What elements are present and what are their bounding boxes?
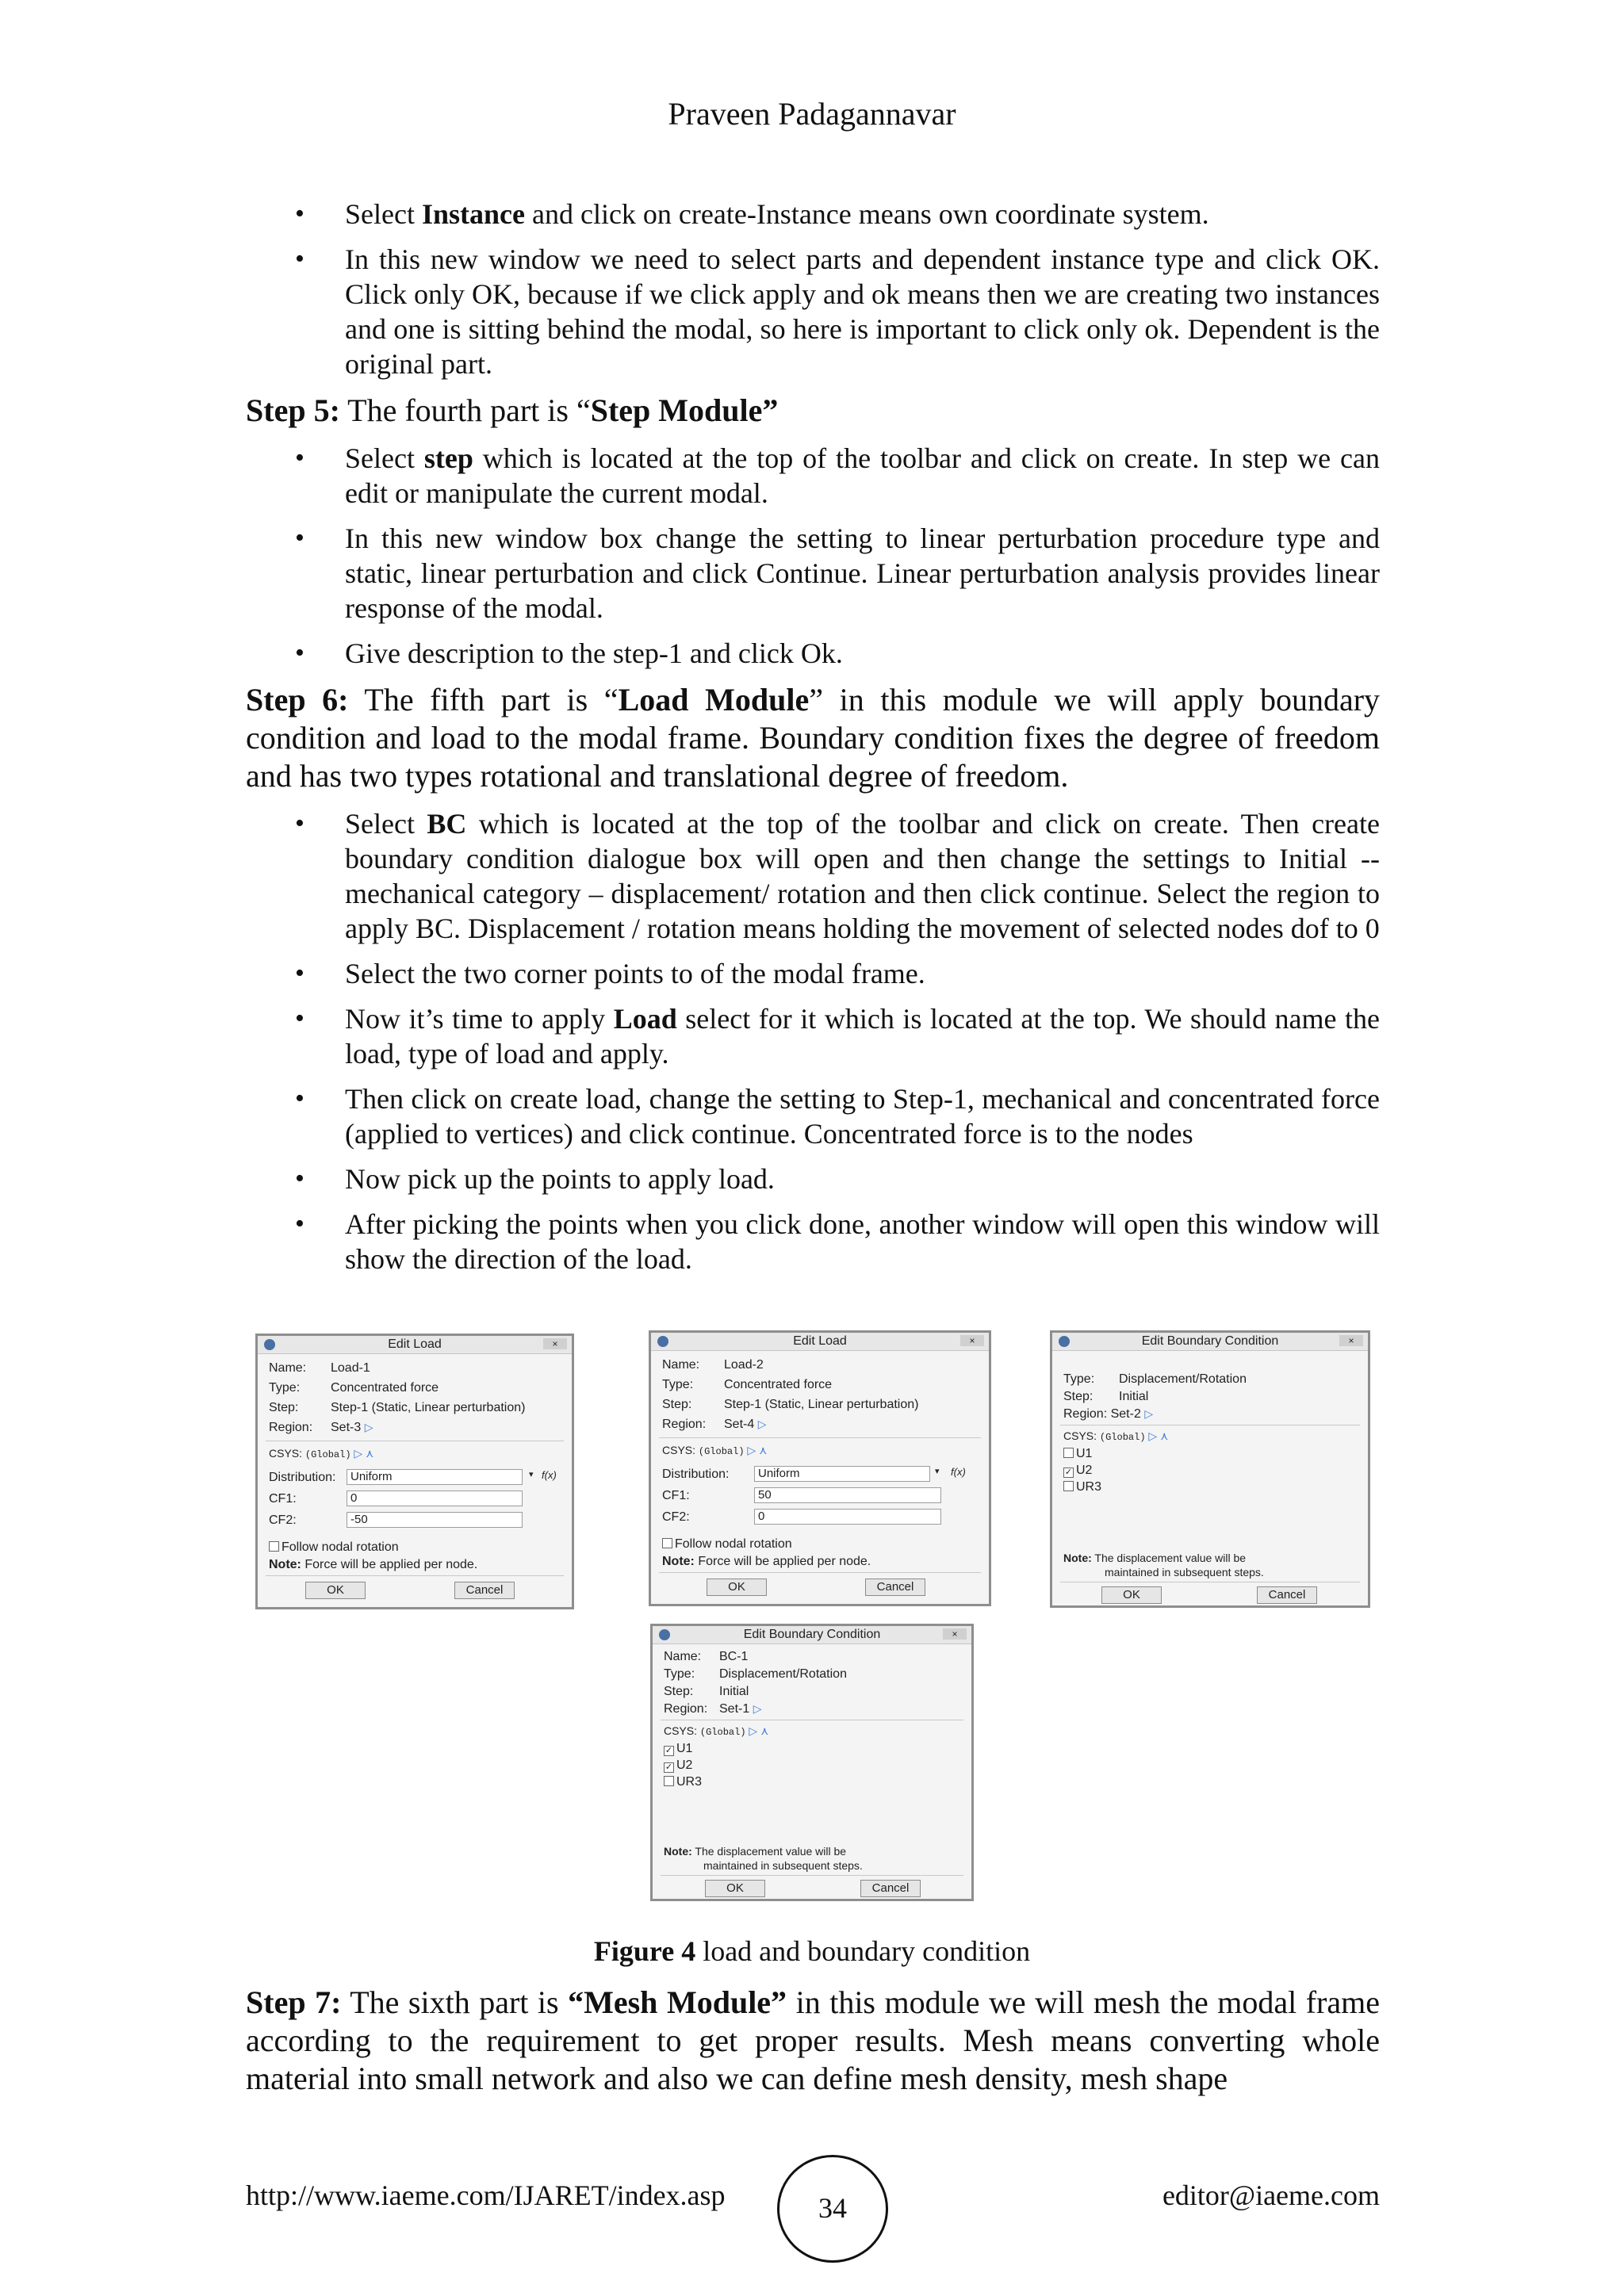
step-5-heading: Step 5: The fourth part is “Step Module”	[246, 392, 779, 428]
name-value: Load-2	[724, 1358, 764, 1372]
ok-button[interactable]: OK	[305, 1582, 366, 1599]
cancel-button[interactable]: Cancel	[1257, 1586, 1317, 1604]
list-item: • Select step which is located at the top of the toolbar and click on create. In step we can edit or manipulate the current modal.	[246, 441, 1380, 511]
type-value: Displacement/Rotation	[719, 1667, 847, 1681]
name-value: BC-1	[719, 1650, 749, 1663]
csys-value: (Global)	[699, 1727, 746, 1738]
cf1-input[interactable]: 0	[347, 1490, 523, 1506]
note-label: Note:	[269, 1558, 301, 1571]
pick-arrow-icon[interactable]: ▷	[749, 1724, 758, 1737]
csys-value: (Global)	[304, 1449, 351, 1460]
dialog-title: Edit Load	[793, 1334, 847, 1348]
region-value: Set-3	[331, 1421, 362, 1434]
editor-email-link[interactable]: editor@iaeme.com	[1162, 2179, 1380, 2211]
step-label: Step:	[1063, 1390, 1094, 1403]
list-item: • Give description to the step-1 and click Ok.	[246, 636, 1380, 671]
content-block-2	[246, 1984, 1380, 2109]
separator	[266, 1575, 564, 1576]
region-label: Region:	[269, 1421, 313, 1434]
pick-arrow-icon[interactable]: ▷	[757, 1418, 767, 1430]
close-icon[interactable]: ×	[943, 1628, 967, 1640]
list-item: • Select the two corner points to of the modal frame.	[246, 956, 1380, 991]
dialog-titlebar	[651, 1333, 989, 1351]
type-label: Type:	[1063, 1372, 1095, 1386]
separator	[659, 1572, 981, 1573]
cancel-button[interactable]: Cancel	[865, 1578, 925, 1596]
name-label: Name:	[664, 1650, 702, 1663]
csys-label: CSYS:	[269, 1447, 303, 1460]
figure-caption	[0, 1934, 1624, 1968]
list-item: • Then click on create load, change the setting to Step-1, mechanical and concentrated force (applied to vertices) and click continue. Concentrated force is to the nodes	[246, 1081, 1380, 1151]
type-value: Concentrated force	[331, 1381, 439, 1395]
list-item: • Select Instance and click on create-Instance means own coordinate system.	[246, 197, 1380, 232]
step-value: Step-1 (Static, Linear perturbation)	[331, 1401, 526, 1414]
list-item: • Select BC which is located at the top of the toolbar and click on create. Then create boundary condition dialogue box will open and then change the settings to Initial -- mechanical category – displacement/ rotation and then click continue. Select the region to apply BC. Displacement / rotation means holding the movement of selected nodes dof to 0	[246, 806, 1380, 946]
distribution-label: Distribution:	[269, 1471, 336, 1484]
region-label: Region:	[662, 1418, 707, 1431]
abaqus-icon	[659, 1629, 670, 1640]
close-icon[interactable]: ×	[1339, 1335, 1363, 1346]
list-item: • In this new window we need to select parts and dependent instance type and click OK. Click only OK, because if we click apply and ok means then we are creating two instances and one is sitting behind the modal, so here is important to click only ok. Dependent is the original part.	[246, 242, 1380, 381]
cf2-input[interactable]: 0	[754, 1509, 941, 1525]
region-label: Region:	[1063, 1407, 1108, 1421]
step-label: Step:	[662, 1398, 692, 1411]
step-value: Initial	[1119, 1390, 1149, 1403]
type-value: Concentrated force	[724, 1378, 833, 1391]
region-value: Set-4	[724, 1418, 755, 1431]
step-7-paragraph: Step 7: The sixth part is “Mesh Module” in this module we will mesh the modal frame according to the requirement to get proper results. Mesh means converting whole material into small network and also we can define mesh density, mesh shape	[246, 1984, 1380, 2096]
name-label: Name:	[662, 1358, 700, 1372]
chevron-down-icon[interactable]: ▾	[529, 1470, 534, 1479]
u2-checkbox[interactable]: ✓	[665, 1762, 673, 1772]
abaqus-icon	[657, 1336, 668, 1347]
page-footer	[246, 2163, 1380, 2226]
u1-checkbox[interactable]	[1063, 1448, 1074, 1458]
region-value: Set-1	[719, 1702, 750, 1716]
list-item: • Now pick up the points to apply load.	[246, 1161, 1380, 1196]
dialog-title: Edit Boundary Condition	[1141, 1334, 1279, 1348]
region-value: Set-2	[1110, 1407, 1141, 1421]
note-text-2: maintained in subsequent steps.	[1105, 1566, 1264, 1578]
ur3-checkbox[interactable]	[664, 1776, 674, 1786]
cf1-label: CF1:	[269, 1492, 297, 1506]
distribution-select[interactable]: Uniform	[347, 1469, 523, 1485]
figure-label: Figure 4	[593, 1935, 696, 1967]
step-value: Initial	[719, 1685, 749, 1698]
note-label: Note:	[1063, 1552, 1092, 1564]
u2-label: U2	[1076, 1464, 1093, 1477]
bullet-list-load	[246, 806, 1380, 1276]
close-icon[interactable]: ×	[960, 1335, 984, 1346]
cf2-label: CF2:	[662, 1510, 690, 1524]
step-value: Step-1 (Static, Linear perturbation)	[724, 1398, 919, 1411]
edit-load-dialog-1	[255, 1334, 574, 1609]
note-text: The displacement value will be	[695, 1845, 847, 1858]
note-text: The displacement value will be	[1094, 1552, 1247, 1564]
note-label: Note:	[664, 1845, 692, 1858]
csys-axes-icon[interactable]: ⋏	[759, 1444, 768, 1456]
dialog-titlebar	[1052, 1333, 1368, 1351]
distribution-label: Distribution:	[662, 1468, 730, 1481]
step-6-paragraph: Step 6: The fifth part is “Load Module” in this module we will apply boundary condition and load to the modal frame. Boundary condition fixes the degree of freedom and has two types rotational and translational degree of freedom.	[246, 682, 1381, 794]
separator	[661, 1875, 963, 1876]
pick-arrow-icon[interactable]: ▷	[1144, 1407, 1154, 1420]
csys-axes-icon[interactable]: ⋏	[366, 1447, 374, 1460]
pick-arrow-icon[interactable]: ▷	[747, 1444, 756, 1456]
csys-axes-icon[interactable]: ⋏	[1160, 1429, 1169, 1442]
bullet-list-step	[246, 441, 1380, 671]
abaqus-icon	[1059, 1336, 1070, 1347]
edit-load-dialog-2	[649, 1330, 991, 1606]
name-label: Name:	[269, 1361, 307, 1375]
follow-rotation-label: Follow nodal rotation	[675, 1537, 792, 1551]
note-text-2: maintained in subsequent steps.	[703, 1859, 863, 1872]
ok-button[interactable]: OK	[1101, 1586, 1162, 1604]
csys-axes-icon[interactable]: ⋏	[760, 1724, 769, 1737]
separator	[659, 1437, 981, 1438]
edit-bc-dialog-1	[650, 1624, 974, 1901]
page-number: 34	[777, 2155, 888, 2263]
step-label: Step:	[664, 1685, 694, 1698]
csys-label: CSYS:	[1063, 1429, 1097, 1442]
name-value: Load-1	[331, 1361, 370, 1375]
distribution-select[interactable]: Uniform	[754, 1466, 930, 1482]
note-text: Force will be applied per node.	[304, 1558, 478, 1571]
cancel-button[interactable]: Cancel	[860, 1880, 921, 1897]
u1-label: U1	[1076, 1447, 1093, 1460]
pick-arrow-icon[interactable]: ▷	[354, 1447, 363, 1460]
page-header-author: Praveen Padagannavar	[668, 96, 956, 132]
dialog-title: Edit Boundary Condition	[743, 1628, 881, 1641]
ur3-label: UR3	[676, 1775, 703, 1789]
journal-url-link[interactable]: http://www.iaeme.com/IJARET/index.asp	[246, 2179, 726, 2211]
cf2-input[interactable]: -50	[347, 1512, 523, 1528]
pick-arrow-icon[interactable]: ▷	[1148, 1429, 1158, 1442]
list-item: • After picking the points when you click done, another window will open this window will show the direction of the load.	[246, 1207, 1380, 1276]
note-label: Note:	[662, 1555, 695, 1568]
type-value: Displacement/Rotation	[1119, 1372, 1247, 1386]
type-label: Type:	[664, 1667, 695, 1681]
cf1-label: CF1:	[662, 1489, 690, 1502]
csys-label: CSYS:	[664, 1724, 698, 1737]
content-block-1	[246, 197, 1380, 1287]
figure-caption-text: load and boundary condition	[695, 1935, 1031, 1967]
list-item: • Now it’s time to apply Load select for it which is located at the top. We should name the load, type of load and apply.	[246, 1001, 1380, 1071]
chevron-down-icon[interactable]: ▾	[935, 1467, 940, 1476]
follow-rotation-checkbox[interactable]	[269, 1541, 279, 1552]
ok-button[interactable]: OK	[705, 1880, 765, 1897]
dialog-titlebar	[653, 1626, 971, 1644]
note-text: Force will be applied per node.	[698, 1555, 871, 1568]
cancel-button[interactable]: Cancel	[454, 1582, 515, 1599]
follow-rotation-label: Follow nodal rotation	[282, 1540, 399, 1554]
u2-label: U2	[676, 1758, 693, 1772]
list-item: • In this new window box change the setting to linear perturbation procedure type and static, linear perturbation and click Continue. Linear perturbation analysis provides linear response of the modal.	[246, 521, 1380, 626]
ur3-label: UR3	[1076, 1480, 1102, 1494]
ok-button[interactable]: OK	[707, 1578, 767, 1596]
bullet-list-instance	[246, 197, 1380, 381]
ur3-checkbox[interactable]	[1063, 1481, 1074, 1491]
u1-checkbox[interactable]: ✓	[665, 1746, 673, 1755]
dialog-title: Edit Load	[388, 1337, 442, 1351]
u2-checkbox[interactable]: ✓	[1064, 1468, 1073, 1477]
close-icon[interactable]: ×	[543, 1338, 567, 1349]
cf2-label: CF2:	[269, 1513, 297, 1527]
region-label: Region:	[664, 1702, 708, 1716]
fx-button[interactable]: f(x)	[542, 1469, 557, 1481]
type-label: Type:	[662, 1378, 694, 1391]
u1-label: U1	[676, 1742, 693, 1755]
dialog-titlebar	[258, 1336, 572, 1354]
pick-arrow-icon[interactable]: ▷	[753, 1702, 762, 1715]
type-label: Type:	[269, 1381, 301, 1395]
abaqus-icon	[264, 1339, 275, 1350]
fx-button[interactable]: f(x)	[951, 1466, 966, 1478]
pick-arrow-icon[interactable]: ▷	[364, 1421, 373, 1433]
cf1-input[interactable]: 50	[754, 1487, 941, 1503]
step-label: Step:	[269, 1401, 299, 1414]
csys-label: CSYS:	[662, 1444, 696, 1456]
edit-bc-dialog-2	[1050, 1330, 1370, 1608]
follow-rotation-checkbox[interactable]	[662, 1538, 672, 1548]
csys-value: (Global)	[1099, 1432, 1146, 1443]
csys-value: (Global)	[698, 1446, 745, 1457]
